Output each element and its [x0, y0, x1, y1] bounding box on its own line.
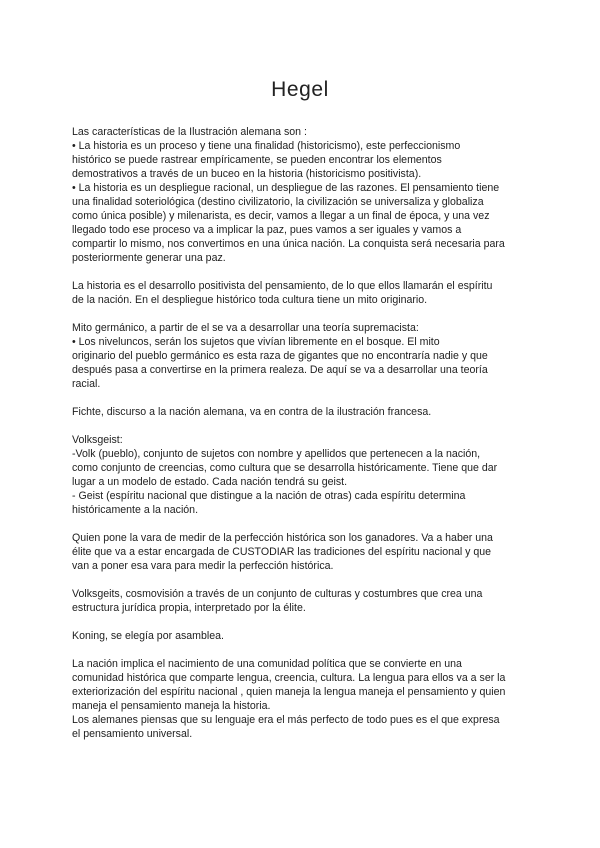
- text-line: • La historia es un despliegue racional, un despliegue de las razones. El pensamiento tiene: [72, 182, 500, 194]
- paragraph: [72, 587, 534, 615]
- paragraph: [72, 531, 534, 573]
- text-line: el pensamiento universal.: [72, 728, 193, 740]
- text-line: La historia es el desarrollo positivista del pensamiento, de lo que ellos llamarán el espíritu: [72, 280, 493, 292]
- text-line: Los alemanes piensas que su lenguaje era el más perfecto de todo pues es el que expresa: [72, 714, 500, 726]
- text-line: Koning, se elegía por asamblea.: [72, 630, 224, 642]
- paragraph: [72, 405, 534, 419]
- text-line: estructura jurídica propia, interpretado por la élite.: [72, 602, 306, 614]
- document-body: [72, 125, 534, 741]
- text-line: de la nación. En el despliegue histórico toda cultura tiene un mito originario.: [72, 294, 428, 306]
- page-title: Hegel: [271, 78, 329, 101]
- paragraph: [72, 321, 534, 391]
- text-line: • La historia es un proceso y tiene una finalidad (historicismo), este perfeccionismo: [72, 140, 461, 152]
- text-line: histórico se puede rastrear empíricamente, se pueden encontrar los elementos: [72, 154, 442, 166]
- text-line: originario del pueblo germánico es esta raza de gigantes que no encontraría nadie y que: [72, 350, 488, 362]
- text-line: Mito germánico, a partir de el se va a desarrollar una teoría supremacista:: [72, 322, 419, 334]
- text-line: élite que va a estar encargada de CUSTODIAR las tradiciones del espíritu nacional y que: [72, 546, 492, 558]
- text-line: Fichte, discurso a la nación alemana, va en contra de la ilustración francesa.: [72, 406, 432, 418]
- paragraph: [72, 433, 534, 517]
- text-line: comunidad histórica que comparte lengua, creencia, cultura. La lengua para ellos va a ser la: [72, 672, 506, 684]
- text-line: posteriormente generar una paz.: [72, 252, 226, 264]
- text-line: después pasa a convertirse en la primera realeza. De aquí se va a desarrollar una teoría: [72, 364, 488, 376]
- paragraph: [72, 125, 534, 265]
- text-line: maneja el pensamiento maneja la historia.: [72, 700, 271, 712]
- text-line: históricamente a la nación.: [72, 504, 199, 516]
- text-line: Las características de la Ilustración alemana son :: [72, 126, 307, 138]
- text-line: La nación implica el nacimiento de una comunidad política que se convierte en una: [72, 658, 462, 670]
- text-line: • Los niveluncos, serán los sujetos que vivían libremente en el bosque. El mito: [72, 336, 440, 348]
- text-line: van a poner esa vara para medir la perfección histórica.: [72, 560, 334, 572]
- text-line: - Geist (espíritu nacional que distingue a la nación de otras) cada espíritu determina: [72, 490, 466, 502]
- paragraph: [72, 657, 534, 741]
- text-line: como única posible) y milenarista, es decir, vamos a llegar a un final de época, y una vez: [72, 210, 490, 222]
- paragraph: [72, 629, 534, 643]
- text-line: demostrativos a través de un buceo en la historia (historicismo positivista).: [72, 168, 422, 180]
- paragraph: [72, 279, 534, 307]
- text-line: una finalidad soteriológica (destino civilizatorio, la civilización se universaliza y globaliza: [72, 196, 484, 208]
- text-line: exteriorización del espíritu nacional , quien maneja la lengua maneja el pensamiento y quien: [72, 686, 506, 698]
- text-line: lugar a un modelo de estado. Cada nación tendrá su geist.: [72, 476, 348, 488]
- text-line: como conjunto de creencias, como cultura que se desarrolla históricamente. Tiene que dar: [72, 462, 498, 474]
- text-line: llegado todo ese proceso va a implicar la paz, pues vamos a ser iguales y vamos a: [72, 224, 462, 236]
- text-line: compartir lo mismo, nos convertimos en una única nación. La conquista será necesaria para: [72, 238, 505, 250]
- text-line: -Volk (pueblo), conjunto de sujetos con nombre y apellidos que pertenecen a la nación,: [72, 448, 481, 460]
- text-line: Volksgeits, cosmovisión a través de un conjunto de culturas y costumbres que crea una: [72, 588, 483, 600]
- text-line: racial.: [72, 378, 101, 390]
- text-line: Volksgeist:: [72, 434, 123, 446]
- text-line: Quien pone la vara de medir de la perfección histórica son los ganadores. Va a haber una: [72, 532, 493, 544]
